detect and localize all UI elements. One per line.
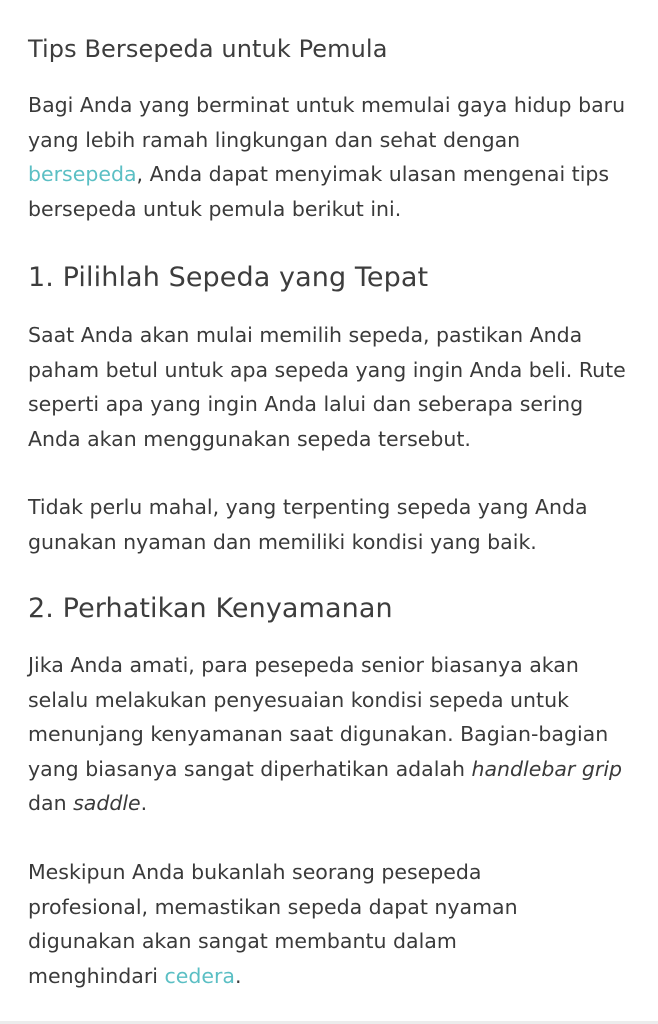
saddle-term: saddle [73, 791, 141, 815]
handlebar-grip-term: handlebar grip [471, 756, 623, 781]
intro-text-before: Bagi Anda yang berminat untuk memulai gaya hidup baru yang lebih ramah lingkungan dan sehat dengan [28, 93, 626, 152]
section2-paragraph-1 [28, 648, 628, 821]
section2-para1-end: . [140, 791, 148, 815]
section2-para1-text: Jika Anda amati, para pesepeda senior biasanya akan selalu melakukan penyesuaian kondisi sepeda untuk menunjang kenyamanan saat digunakan. Bagian-bagian yang biasanya sangat diperhatikan adalah [28, 653, 609, 781]
section1-heading: 1. Pilihlah Sepeda yang Tepat [28, 262, 429, 293]
section2-heading: 2. Perhatikan Kenyamanan [28, 593, 393, 624]
intro-paragraph [28, 88, 628, 226]
section2-para2-text: Meskipun Anda bukanlah seorang pesepeda profesional, memastikan sepeda dapat nyaman digunakan akan sangat membantu dalam menghindari [28, 860, 518, 988]
cedera-link[interactable]: cedera [164, 963, 235, 988]
bersepeda-link[interactable]: bersepeda [28, 162, 137, 186]
intro-text-after: , Anda dapat menyimak ulasan mengenai tips bersepeda untuk pemula berikut ini. [28, 162, 610, 221]
section1-paragraph-2: Tidak perlu mahal, yang terpenting sepeda yang Anda gunakan nyaman dan memiliki kondisi yang baik. [28, 495, 588, 554]
section2-para1-connector: dan [28, 791, 74, 815]
section1-paragraph-1: Saat Anda akan mulai memilih sepeda, pastikan Anda paham betul untuk apa sepeda yang ingin Anda beli. Rute seperti apa yang ingin Anda lalui dan seberapa sering Anda akan menggunakan sepeda tersebut. [28, 323, 626, 451]
article-title: Tips Bersepeda untuk Pemula [28, 35, 388, 63]
section2-paragraph-2 [28, 855, 588, 993]
section2-para2-end: . [234, 963, 242, 988]
